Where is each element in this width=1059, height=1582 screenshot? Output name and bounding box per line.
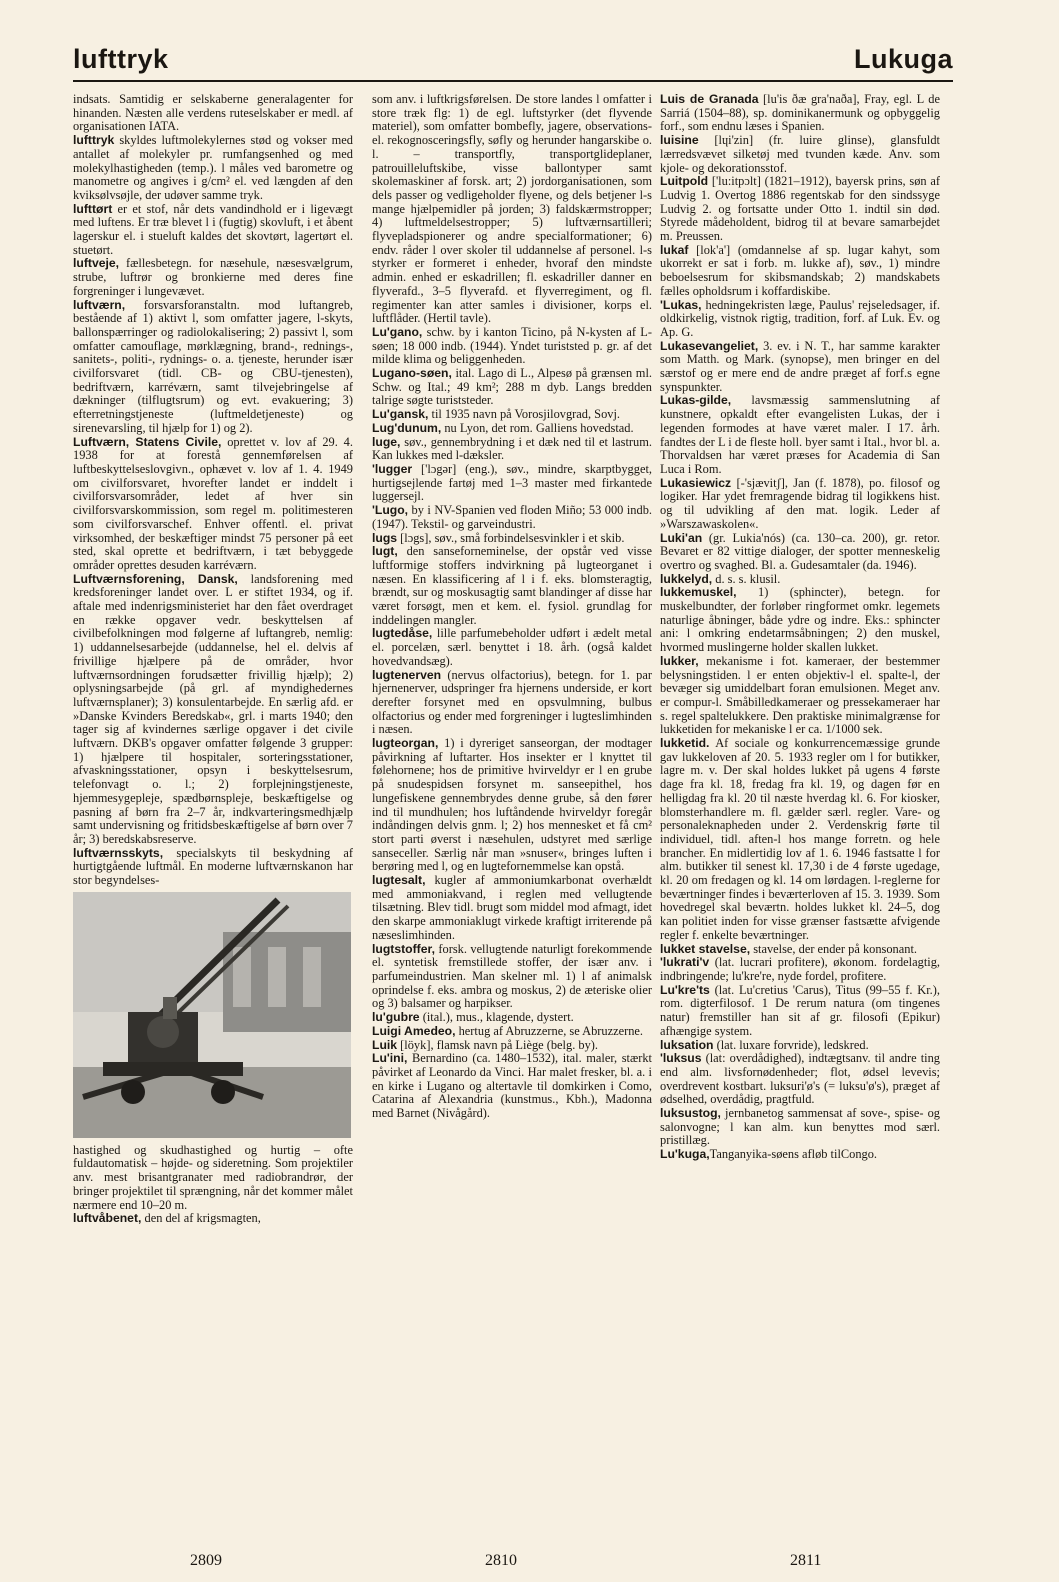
anti-aircraft-gun-photo (73, 892, 351, 1138)
entry-definition: [-'sjævitʃ], Jan (f. 1878), po. filosof og logiker. Har ydet fremragende bidrag til logikkens hist. og til udvikling af den mat. logik. Leder af »Warszawaskolen«. (660, 475, 940, 531)
dictionary-entry (660, 93, 940, 134)
entry-headword: Lu'kre'ts (660, 982, 710, 997)
column-1 (73, 93, 353, 1541)
dictionary-entry (372, 422, 652, 436)
entry-headword: lukker, (660, 653, 699, 668)
entry-definition: lille parfumebeholder udført i ædelt metal el. porcelæn, særl. benyttet i 18. årh. (også kaldet hovedvandsæg). (372, 626, 652, 668)
entry-headword: lu'gubre (372, 1010, 420, 1025)
dictionary-entry (73, 299, 353, 436)
dictionary-entry (73, 134, 353, 203)
dictionary-entry (660, 1039, 940, 1053)
entry-definition: nu Lyon, det rom. Galliens hovedstad. (441, 420, 634, 435)
entry-definition: [löyk], flamsk navn på Liège (belg. by). (397, 1037, 599, 1052)
page-number-left: 2809 (190, 1552, 222, 1569)
dictionary-entry (660, 984, 940, 1039)
header-left-guide-word: lufttryk (73, 44, 169, 74)
entry-headword: 'luksus (660, 1051, 702, 1066)
entry-headword: lugtstoffer, (372, 941, 435, 956)
page-number-right: 2811 (790, 1552, 822, 1569)
entry-headword: Lukas-gilde, (660, 393, 732, 408)
entry-definition: ital. Lago di L., Alpesø på grænsen ml. Schw. og Ital.; 49 km²; 288 m dyb. Langs bredden talrige søgte turiststeder. (372, 366, 652, 408)
entry-definition: (lat. Lu'cretius 'Carus), Titus (99–55 f. Kr.), rom. digterfilosof. 1 De rerum natura (om tingenes natur) fremstiller han sit af gr. filosofi (Epikur) afhængige system. (660, 982, 940, 1038)
dictionary-entry (372, 532, 652, 546)
entry-definition: (nervus olfactorius), betegn. for 1. par hjernenerver, udspringer fra hjernens underside, er kort derefter forsynet med en opsvulmning, bulbus olfactorius og ender med forgreninger i lugteslimhinden i næsen. (372, 667, 652, 737)
entry-headword: lugtedåse, (372, 626, 433, 641)
column-3 (660, 93, 940, 1533)
dictionary-entry (372, 874, 652, 943)
entry-definition: søv., gennembrydning i et dæk ned til et lastrum. Kan lukkes med l-dæksler. (372, 434, 652, 463)
dictionary-entry (372, 669, 652, 738)
entry-headword: luge, (372, 434, 401, 449)
entry-definition: (lat: overdådighed), indtægtsanv. til andre ting end alm. livsfornødenheder; flot, ødsel levevis; overdrevent kostbart. luksuri'ø's (= luksu'ø's), præget af ødselhed, overdådig, pragtfuld. (660, 1051, 940, 1107)
dictionary-entry (660, 1052, 940, 1107)
entry-definition: schw. by i kanton Ticino, på N-kysten af L-søen; 18 000 indb. (1944). Yndet turiststed p. gr. af det milde klima og beliggenheden. (372, 324, 652, 367)
entry-definition: forsvarsforanstaltn. mod luftangreb, bestående af 1) aktivt l, som omfatter jagere, l-skyts, ballonspærringer og radiolokalisering; 2) passivt l, som omfatter camouflage, mørklægning, brand-, rednings-, sanitets-, politi-, rydnings- o. a. tjeneste, herunder især civilforsvaret (tidl. CB- og CBU-tjenesten), bedriftværn, karréværn, samt tilvejebringelse af dækninger (tilflugtsrum) og evt. evakuering; 3) efterretningstjeneste (luftmeldetjeneste) og sirenevarsling, til hjælp for 1) og 2). (73, 297, 353, 435)
dictionary-entry (73, 93, 353, 134)
dictionary-entry (372, 93, 652, 326)
dictionary-entry (372, 326, 652, 367)
entry-definition: lavsmæssig sammenslutning af kunstnere, opkaldt efter evangelisten Lukas, der i legenden formodes at have været maler. I 17. årh. fandtes der L i de fleste holl. byer samt i Ital., hvor bl. a. Thorvaldsen har været præses for Academia di San Luca i Rom. (660, 393, 940, 476)
entry-definition: 3. ev. i N. T., har samme karakter som Matth. og Mark. (synopse), men bringer en del særstof og er mere end de andre præget af forf.s egne synspunkter. (660, 338, 940, 394)
dictionary-entry (660, 394, 940, 476)
entry-definition: hedningekristen læge, Paulus' rejseledsager, if. oldkirkelig, vistnok rigtig, tradition, forf. af Luk. Ev. og Ap. G. (660, 297, 940, 339)
entry-definition: [lu'is ðæ gra'naða], Fray, egl. L de Sarriá (1504–88), sp. dominikanermunk og opbyggelig forf., som endnu læses i Spanien. (660, 93, 940, 134)
entry-headword: Lu'kuga, (660, 1147, 710, 1162)
entry-headword: Lu'gansk, (372, 407, 429, 422)
entry-headword: 'Lugo, (372, 503, 409, 518)
entry-headword: lugtenerven (372, 667, 442, 682)
entry-definition: Af sociale og konkurrencemæssige grunde gav lukkeloven af 20. 5. 1933 regler om l for butikker, lagre m. v. Der skal holdes lukket på ugens 4 første dage fra kl. 18, fredag fra kl. 19, og dagen før en helligdag fra kl. 20 til næste hverdag kl. 6. For kiosker, blomsterhandlere m. fl. gælder særl. regler. Vare- og personaleknapheden under 2. Verdenskrig førte til individuel, tidl. aften-l hos mange forretn. og hele brancher. En midlertidig lov af 1. 6. 1946 fastsatte l for alm. butikker til senest kl. 17,30 i de 4 første ugedage, kl. 20 om fredagen og kl. 14 om lørdagen. l-reglerne for beværtninger findes i beværterloven af 15. 3. 1939. Som hovedregel skal beværtn. holdes lukket kl. 24–5, dog kan politiet inden for visse grænser fastsætte afvigende regler f. enkelte beværtninger. (660, 736, 940, 942)
entry-definition: [lɥi'zin] (fr. luire glinse), glansfuldt lærredsvævet silketøj med tvunden kæde. Anv. som kjole- og dekorationsstof. (660, 133, 940, 175)
entry-definition: Tanganyika-søens afløb tilCongo. (709, 1147, 878, 1162)
entry-definition: ['lɔgər] (eng.), søv., mindre, skarptbygget, hurtigsejlende fartøj med 1–3 master med firkantede luggersejl. (372, 461, 652, 504)
entry-definition: 1) (sphincter), betegn. for muskelbundter, der forløber ringformet omkr. legemets naturlige åbninger, både ydre og indre. Eks.: sphincter ani: l omkring endetarmsåbningen; 2) den muskel, hvormed muslingerne holder skallen lukket. (660, 585, 940, 655)
column-1-entries-bottom (73, 1144, 353, 1226)
entry-definition: 1) i dyreriget sanseorgan, der modtager påvirkning af luftarter. Hos insekter er l knyttet til følehornene; hos de primitive hvirveldyr er l en grube på snudespidsen forsynet m. sanseepithel, hos lungefiskene gennembrydes denne grube, så den fører ind til mundhulen; hos luftåndende hvirveldyr foregår indåndingen delvis gnm. l; 2) hos mennesket et få cm² stort parti øverst i næsehulen, udstyret med særlige sanseceller. Særlig når man »snuser«, bringes luften i berøring med l, og en lugtefornemmelse kan opstå. (372, 736, 652, 874)
dictionary-entry (372, 737, 652, 874)
entry-definition: stavelse, der ender på konsonant. (750, 941, 917, 956)
entry-definition: (gr. Lukia'nós) (ca. 130–ca. 200), gr. retor. Bevaret er 82 vittige dialoger, der spotter menneskelig overtro og svaghed. Bl. a. Gudesamtaler (da. 1946). (660, 530, 940, 572)
column-2 (372, 93, 652, 1533)
entry-headword: Luftværnsforening, Dansk, (73, 571, 238, 586)
entry-headword: Luis de Granada (660, 93, 759, 106)
entry-definition: specialskyts til beskydning af hurtigtgående luftmål. En moderne luftværnskanon har stor begyndelses- (73, 845, 353, 888)
dictionary-entry (660, 943, 940, 957)
entry-headword: Lu'ini, (372, 1051, 408, 1066)
entry-headword: lukket stavelse, (660, 941, 751, 956)
entry-definition: landsforening med kredsforeninger landet over. L er stiftet 1934, og if. aftale med indenrigsministeriet har den fået overdraget en række opgaver vedr. beskyttelsen af civilbefolkningen mod følgerne af luftangreb, nemlig: 1) uddannelsesarbejde (uddannelse, hel el. delvis af frivillige hjælpere på de områder, hvor luftværnsordningen forudsætter frivillig hjælp); 2) oplysningsarbejde (på grl. af myndighedernes luftværnsplaner); 3) konsulentarbejde. En særlig afd. er »Danske Kvinders Beredskab«, grl. i marts 1940; den tager sig af kvindernes særlige opgaver i det civile luftværn. DKB's opgaver omfatter følgende 3 grupper: 1) hjælpere til hospitaler, sorteringsstationer, afvaskningsstationer, opsyn i beskyttelsesrum, telefonvagt o. l.; 2) forplejningstjeneste, hjemmesygepleje, spædbørnspleje, beskæftigelse og pasning af børn fra 2–7 år, indkvarteringsmedhjælp samt undervisning og fritidsbeskæftigelse af børn over 7 år; 3) beredskabsreserve. (73, 571, 353, 846)
entry-headword: Luitpold (660, 174, 709, 189)
entry-headword: lugs (372, 530, 398, 545)
dictionary-entry (372, 1025, 652, 1039)
entry-headword: luftværn, (73, 297, 126, 312)
dictionary-entry (660, 532, 940, 573)
entry-headword: lukketid. (660, 736, 710, 751)
entry-headword: 'lukrati'v (660, 955, 710, 970)
entry-definition: fællesbetegn. for næsehule, næsesvælgrum, strube, luftrør og bronkierne med deres fine forgreninger i lungevævet. (73, 256, 353, 298)
entry-definition: indsats. Samtidig er selskaberne generalagenter for hinanden. Næsten alle verdens ruteselskaber er medl. af organisationen IATA. (73, 93, 353, 134)
dictionary-entry (660, 586, 940, 655)
dictionary-entry (73, 1212, 353, 1226)
entry-headword: Lukasevangeliet, (660, 338, 759, 353)
entry-definition: hastighed og skudhastighed og hurtig – ofte fuldautomatisk – højde- og sideretning. Som projektiler anv. mest brisantgranater med radiobrandrør, der bringer projektilet til sprængning, når det kommer målet nærmere end 10–20 m. (73, 1142, 353, 1212)
dictionary-entry (660, 1107, 940, 1148)
entry-headword: 'lugger (372, 461, 413, 476)
header-right-guide-word: Lukuga (853, 44, 953, 74)
dictionary-entry (660, 956, 940, 983)
entry-definition: (lat. luxare forvride), ledskred. (713, 1037, 869, 1052)
entry-headword: lukkelyd, (660, 571, 713, 586)
dictionary-entry (660, 573, 940, 587)
dictionary-entry (660, 175, 940, 244)
dictionary-entry (372, 545, 652, 627)
entry-headword: luftværnsskyts, (73, 845, 164, 860)
entry-headword: Luigi Amedeo, (372, 1023, 456, 1038)
entry-headword: luisine (660, 133, 699, 148)
dictionary-entry (660, 655, 940, 737)
dictionary-entry (660, 1148, 940, 1162)
dictionary-entry (372, 367, 652, 408)
dictionary-entry (660, 244, 940, 299)
page-number-middle: 2810 (485, 1552, 517, 1569)
header-rule (73, 80, 953, 82)
entry-headword: Lugano-søen, (372, 366, 452, 381)
dictionary-entry (73, 1144, 353, 1213)
entry-headword: lugt, (372, 544, 398, 559)
entry-headword: lugteorgan, (372, 736, 439, 751)
entry-headword: lufttryk (73, 133, 115, 148)
entry-definition: forsk. vellugtende naturligt forekommende el. syntetisk fremstillede stoffer, der især anv. i parfumeindustrien. Man skelner ml. 1) l af animalsk oprindelse f. eks. ambra og moskus, 2) de æteriske olier og 3) balsamer og harpikser. (372, 941, 652, 1011)
entry-definition: mekanisme i fot. kameraer, der bestemmer belysningstiden. l er enten objektiv-l el. spalte-l, der bevæger sig umiddelbart foran emulsionen. Meget anv. er compur-l. Småbilledkameraer og pressekameraer har s. regel spaltelukkere. Den praktiske minimalgrænse for lukketiden for mekaniske l er ca. 1/1000 sek. (660, 653, 940, 737)
column-1-entries-top (73, 93, 353, 888)
entry-definition: [lɔgs], søv., små forbindelsesvinkler i et skib. (397, 530, 625, 545)
dictionary-entry (73, 847, 353, 888)
entry-headword: 'Lukas, (660, 297, 702, 312)
entry-definition: som anv. i luftkrigsførelsen. De store landes l omfatter i store træk flg: 1) de egl. luftstyrker (det flyvende materiel), som omfatter bombefly, jagere, observations- el. rekognosceringsfly, søfly og herunder hangarskibe o. l. – transportfly, transportglideplaner, patrouilleluftskibe, visse ballontyper samt skolemaskiner af forsk. art; 2) jordorganisationen, som dels passer og vedligeholder flyene, og dels betjener l-s mange hjælpemidler på jorden; 3) faldskærmstropper; 4) luftmeldelsestropper; 5) luftværnsartilleri; flyvepladspionerer og andre specialformationer; 6) endv. råder l over skoler til uddannelse af personel. l-s styrker er formeret i enheder, hvoraf den mindste admin. enhed er eskadrillen; fl. eskadriller danner en flyverafd., 3–5 flyverafd. et flyverregiment, og fl. regimenter kan atter samles i divisioner, korps el. luftflåder. (Hertil tavle). (372, 93, 652, 326)
dictionary-entry (73, 573, 353, 847)
entry-definition: til 1935 navn på Vorosjilovgrad, Sovj. (428, 407, 620, 422)
dictionary-entry (660, 477, 940, 532)
dictionary-entry (660, 134, 940, 175)
entry-definition: den sanseforneminelse, der opstår ved visse luftformige stoffers indvirkning på lugteorganet i næsen. En klassificering af l i f. eks. blomsteragtig, brændt, sur og moskusagtig samt blandinger af disse har været forsøgt, men et kem. el. fysiol. grundlag for inddelingen mangler. (372, 544, 652, 627)
dictionary-entry (73, 203, 353, 258)
entry-definition: er et stof, når dets vandindhold er i ligevægt med luftens. Er træ blevet l i (fugtig) skovluft, i et åbent lagerskur el. i stueluft kaldes det skovtørt, lagertørt el. stuetørt. (73, 201, 353, 257)
dictionary-entry (372, 627, 652, 668)
dictionary-entry (73, 257, 353, 298)
entry-definition: skyldes luftmolekylernes stød og vokser med antallet af molekyler pr. rumfangsenhed og med molekylhastigheden (temp.). l måles ved barometre og manometre og angives i g/cm² el. ved længden af den kviksølvsøjle, der udøver samme tryk. (73, 133, 353, 202)
entry-definition: kugler af ammoniumkarbonat overhældt med ammoniakvand, i reglen med vellugtende tilsætning. Blev tidl. brugt som middel mod afmagt, idet den skarpe ammoniaklugt virkede kraftigt irriterende på næseslimhinden. (372, 873, 652, 942)
entry-headword: luftveje, (73, 256, 120, 271)
entry-headword: Luki'an (660, 530, 703, 545)
entry-headword: luftvåbenet, (73, 1211, 142, 1226)
entry-definition: hertug af Abruzzerne, se Abruzzerne. (455, 1023, 644, 1038)
entry-definition: (lat. lucrari profitere), økonom. fordelagtig, indbringende; lu'kre're, nyde fordel, profitere. (660, 955, 940, 983)
dictionary-entry (660, 299, 940, 340)
dictionary-entry (372, 1052, 652, 1121)
entry-definition: den del af krigsmagten, (141, 1211, 261, 1226)
entry-headword: luksustog, (660, 1106, 721, 1121)
dictionary-entry (372, 408, 652, 422)
entry-headword: Lu'gano, (372, 324, 423, 339)
entry-headword: lufttørt (73, 201, 113, 216)
dictionary-entry (372, 463, 652, 504)
entry-definition: jernbanetog sammensat af sove-, spise- og salonvogne; l kan alm. kun benyttes mod særl. pristillæg. (660, 1106, 940, 1148)
entry-headword: Lug'dunum, (372, 420, 442, 435)
dictionary-entry (372, 436, 652, 463)
dictionary-entry (372, 504, 652, 531)
entry-headword: lugtesalt, (372, 873, 426, 888)
entry-headword: Luftværn, Statens Civile, (73, 434, 222, 449)
entry-headword: lukaf (660, 242, 689, 257)
dictionary-entry (660, 737, 940, 943)
entry-headword: luksation (660, 1037, 714, 1052)
dictionary-entry (372, 1039, 652, 1053)
entry-definition: d. s. s. klusil. (712, 571, 781, 586)
entry-headword: Lukasiewicz (660, 475, 732, 490)
entry-definition: by i NV-Spanien ved floden Miño; 53 000 indb. (1947). Tekstil- og garveindustri. (372, 503, 652, 531)
entry-headword: Luik (372, 1037, 398, 1052)
dictionary-entry (73, 436, 353, 573)
entry-definition: [lok'a'] (omdannelse af sp. lugar kahyt, som ukorrekt er sat i forb. m. lukke af), søv., 1) mindre beboelsesrum for skibsmandskab; 2) mandskabets fælles opholdsrum i koffardiskibe. (660, 242, 940, 298)
dictionary-entry (660, 340, 940, 395)
entry-definition: ['lu:itpɔlt] (1821–1912), bayersk prins, søn af Ludvig 1. Overtog 1886 regentskab for den sindssyge Ludvig 2. og fortsatte under Otto 1. indtil sin død. Styrede mådeholdent, bidrog til at bevare samarbejdet m. Preussen. (660, 174, 940, 244)
entry-definition: Bernardino (ca. 1480–1532), ital. maler, stærkt påvirket af Leonardo da Vinci. Har malet fresker, bl. a. i en kirke i Lugano og altertavle til domkirken i Como, Catarina af Alexandria (kunstmus., Kbh.), Madonna med Barnet (Nivågård). (372, 1051, 652, 1121)
entry-headword: lukkemuskel, (660, 585, 737, 600)
dictionary-entry (372, 943, 652, 1012)
entry-definition: (ital.), mus., klagende, dystert. (419, 1010, 574, 1025)
dictionary-entry (372, 1011, 652, 1025)
entry-definition: oprettet v. lov af 29. 4. 1938 for at forestå gennemførelsen af luftbeskyttelseslovgivn., ophævet v. lov af 1. 4. 1949 om civilforsvaret, hvorefter landet er inddelt i civilforsvarsområder, ledet af hver sin civilforsvarskommission, som regel m. politimesteren som civilforsvarschef. Enhver offentl. el. privat virksomhed, der beskæftiger mindst 75 personer på eet sted, skal oprette et bedriftværn, i tæt bebyggede områder oprettes desuden karréværn. (73, 434, 353, 572)
